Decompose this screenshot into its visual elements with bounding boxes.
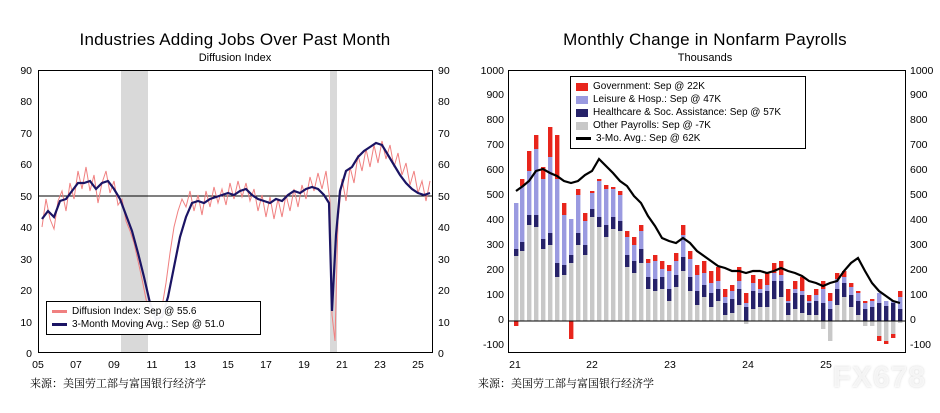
left-xtick-15: 15 — [222, 359, 234, 371]
legend-label-healthcare: Healthcare & Soc. Assistance: Sep @ 57K — [593, 107, 782, 118]
left-ytick-right-80: 80 — [438, 96, 450, 108]
legend-swatch-icon — [576, 137, 591, 140]
three-month-moving-average-line — [42, 143, 430, 319]
right-ytick-right-100: 100 — [910, 289, 928, 301]
left-chart-title: Industries Adding Jobs Over Past Month — [79, 30, 391, 49]
left-ytick-right-60: 60 — [438, 159, 450, 171]
legend-label-three-month-avg: 3-Mo. Avg.: Sep @ 62K — [596, 133, 701, 144]
legend-label-government: Government: Sep @ 22K — [593, 81, 705, 92]
left-xtick-05: 05 — [32, 359, 44, 371]
legend-label-moving-average: 3-Month Moving Avg.: Sep @ 51.0 — [72, 319, 225, 330]
right-ytick-600: 600 — [486, 164, 504, 176]
legend-item-other-payrolls — [576, 119, 800, 132]
right-ytick-100: 100 — [486, 289, 504, 301]
left-ytick-90: 90 — [20, 65, 32, 77]
right-ytick-right-neg100: -100 — [910, 339, 932, 351]
left-ytick-0: 0 — [26, 348, 32, 360]
right-ytick-700: 700 — [486, 139, 504, 151]
right-ytick-right-500: 500 — [910, 189, 928, 201]
watermark-fx678: FX678 — [832, 361, 926, 394]
right-ytick-right-800: 800 — [910, 114, 928, 126]
left-xtick-09: 09 — [108, 359, 120, 371]
left-xtick-21: 21 — [336, 359, 348, 371]
left-xtick-07: 07 — [70, 359, 82, 371]
legend-item-three-month-avg — [576, 132, 800, 145]
right-chart-legend — [570, 76, 806, 149]
right-ytick-800: 800 — [486, 114, 504, 126]
left-xtick-17: 17 — [260, 359, 272, 371]
legend-label-leisure-hospitality: Leisure & Hosp.: Sep @ 47K — [593, 94, 721, 105]
left-chart-legend — [46, 301, 261, 335]
legend-swatch-icon — [52, 310, 67, 313]
right-ytick-0: 0 — [498, 314, 504, 326]
right-ytick-right-1000: 1000 — [910, 65, 934, 77]
left-ytick-50: 50 — [20, 191, 32, 203]
right-ytick-300: 300 — [486, 239, 504, 251]
right-xtick-21: 21 — [509, 359, 521, 371]
legend-item-leisure-hospitality — [576, 93, 800, 106]
legend-label-other-payrolls: Other Payrolls: Sep @ -7K — [593, 120, 711, 131]
left-ytick-right-30: 30 — [438, 254, 450, 266]
right-ytick-right-200: 200 — [910, 264, 928, 276]
right-chart-subtitle: Thousands — [677, 52, 733, 64]
left-chart-source: 来源：美国劳工部与富国银行经济学 — [30, 378, 206, 390]
legend-item-moving-average — [52, 318, 255, 331]
left-ytick-right-10: 10 — [438, 317, 450, 329]
right-ytick-right-600: 600 — [910, 164, 928, 176]
right-ytick-500: 500 — [486, 189, 504, 201]
left-chart-subtitle: Diffusion Index — [198, 52, 272, 64]
legend-item-diffusion-index — [52, 305, 255, 318]
right-xtick-24: 24 — [742, 359, 754, 371]
legend-swatch-icon — [52, 323, 67, 326]
left-xtick-25: 25 — [412, 359, 424, 371]
right-ytick-900: 900 — [486, 89, 504, 101]
right-xtick-23: 23 — [664, 359, 676, 371]
left-ytick-right-50: 50 — [438, 191, 450, 203]
left-ytick-30: 30 — [20, 254, 32, 266]
payroll-stacked-bars — [514, 127, 902, 344]
right-ytick-right-900: 900 — [910, 89, 928, 101]
right-ytick-right-400: 400 — [910, 214, 928, 226]
legend-label-diffusion-index: Diffusion Index: Sep @ 55.6 — [72, 306, 197, 317]
left-ytick-20: 20 — [20, 285, 32, 297]
legend-item-government — [576, 80, 800, 93]
left-ytick-70: 70 — [20, 128, 32, 140]
legend-swatch-icon — [576, 109, 588, 117]
left-ytick-right-90: 90 — [438, 65, 450, 77]
left-xtick-11: 11 — [146, 359, 158, 371]
right-ytick-right-300: 300 — [910, 239, 928, 251]
right-xtick-25: 25 — [820, 359, 832, 371]
left-ytick-80: 80 — [20, 96, 32, 108]
right-ytick-400: 400 — [486, 214, 504, 226]
left-xtick-13: 13 — [184, 359, 196, 371]
left-ytick-10: 10 — [20, 317, 32, 329]
left-ytick-right-40: 40 — [438, 222, 450, 234]
right-ytick-200: 200 — [486, 264, 504, 276]
right-ytick-right-700: 700 — [910, 139, 928, 151]
right-chart-title: Monthly Change in Nonfarm Payrolls — [563, 30, 847, 49]
legend-swatch-icon — [576, 83, 588, 91]
right-chart-source: 来源：美国劳工部与富国银行经济学 — [478, 378, 654, 390]
left-ytick-40: 40 — [20, 222, 32, 234]
left-ytick-60: 60 — [20, 159, 32, 171]
legend-item-healthcare — [576, 106, 800, 119]
left-xtick-19: 19 — [298, 359, 310, 371]
left-ytick-right-20: 20 — [438, 285, 450, 297]
right-xtick-22: 22 — [586, 359, 598, 371]
legend-swatch-icon — [576, 96, 588, 104]
legend-swatch-icon — [576, 122, 588, 130]
right-ytick-neg100: -100 — [482, 339, 504, 351]
right-ytick-1000: 1000 — [480, 65, 504, 77]
left-xtick-23: 23 — [374, 359, 386, 371]
left-ytick-right-0: 0 — [438, 348, 444, 360]
left-ytick-right-70: 70 — [438, 128, 450, 140]
right-ytick-right-0: 0 — [910, 314, 916, 326]
